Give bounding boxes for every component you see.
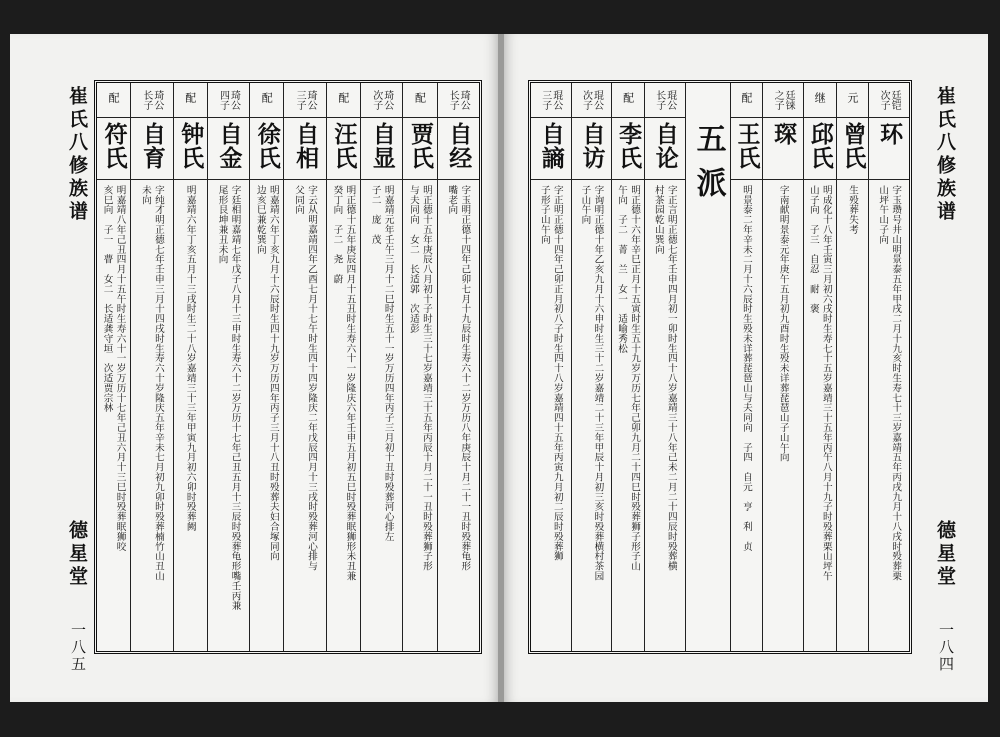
biography-line: 边亥巳兼乾巽向 <box>254 185 266 255</box>
biography-cell <box>208 180 249 651</box>
biography-line: 字玉明正德十四年己卯七月十九辰时生寿六十二岁万历八年庚辰十月二十一丑时殁葬龟形 <box>459 185 471 572</box>
person-name-cell <box>97 118 130 180</box>
person-name-cell <box>763 118 803 180</box>
biography-cell <box>763 180 803 651</box>
left-hall-name: 德星堂 <box>66 520 88 589</box>
relation-label: 廷铼 <box>783 90 795 110</box>
person-name: 汪氏 <box>330 122 358 170</box>
relation-label: 继 <box>813 91 827 109</box>
person-name: 钟氏 <box>177 122 205 170</box>
relation-header <box>327 83 360 118</box>
person-name: 琛 <box>770 122 798 146</box>
biography-line: 山坪午山子向 <box>877 185 889 245</box>
relation-label: 元 <box>846 91 859 109</box>
relation-label: 琦公 <box>458 90 470 110</box>
biography-line: 父同向 <box>293 185 305 215</box>
person-name-cell <box>645 118 685 180</box>
biography-cell <box>731 180 763 651</box>
person-name: 自育 <box>138 122 166 170</box>
biography-line: 字正明正德十四年己卯正月初八子时生四十八岁嘉靖四十五年丙寅九月初二辰时殁葬狮 <box>551 185 563 562</box>
person-name-cell <box>131 118 172 180</box>
relation-label: 配 <box>107 91 121 109</box>
biography-cell <box>284 180 325 651</box>
biography-line: 明正德十五年庚辰八月初十子时生三十七岁嘉靖三十五年丙辰十月二十一丑时殁葬狮子形 <box>420 185 432 572</box>
relation-header <box>531 83 571 118</box>
biography-line: 字询明正德十年乙亥九月十六申时生三十二岁嘉靖二十三年甲辰十月初三亥时殁葬横村茶园 <box>592 185 604 581</box>
relation-label: 配 <box>739 91 753 109</box>
biography-line: 子形子山午向 <box>538 185 550 245</box>
biography-line: 子山午向 <box>579 185 591 225</box>
genealogy-column <box>685 83 730 651</box>
relation-label: 配 <box>183 91 197 109</box>
genealogy-column <box>730 83 763 651</box>
genealogy-column <box>868 83 909 651</box>
relation-header <box>250 83 283 118</box>
relation-label: 三子 <box>294 90 306 110</box>
person-name-cell <box>174 118 207 180</box>
relation-label: 次子 <box>370 90 382 110</box>
genealogy-column <box>173 83 207 651</box>
right-hall-name: 德星堂 <box>934 520 956 589</box>
genealogy-column <box>437 83 479 651</box>
person-name: 徐氏 <box>253 122 281 170</box>
biography-cell <box>174 180 207 651</box>
relation-label: 次子 <box>580 90 592 110</box>
person-name-cell <box>208 118 249 180</box>
person-name-cell <box>284 118 325 180</box>
right-genealogy-table <box>528 80 912 654</box>
biography-cell <box>438 180 479 651</box>
biography-line: 字廷相明嘉靖七年戊子八月十三申时生寿六十二岁万历十七年己丑五月十三辰时殁葬龟形嘴壬丙兼 <box>229 185 241 611</box>
person-name: 李氏 <box>615 122 643 170</box>
person-name: 邱氏 <box>806 122 834 170</box>
biography-line: 生殁葬失考 <box>847 185 858 235</box>
biography-cell <box>250 180 283 651</box>
relation-label: 四子 <box>217 90 229 110</box>
genealogy-column <box>762 83 803 651</box>
biography-cell <box>361 180 402 651</box>
relation-label: 配 <box>260 91 274 109</box>
genealogy-column <box>402 83 436 651</box>
biography-line: 午向 子二 菁 兰 女一 适喻秀松 <box>616 185 628 354</box>
biography-line: 明成化十八年壬寅三月初六戌时生寿七十五岁嘉靖三十五年丙午八月十九子时殁葬栗山坪午 <box>820 185 832 581</box>
genealogy-column <box>803 83 836 651</box>
left-book-title: 崔氏八修族谱 <box>66 86 88 224</box>
person-name-cell <box>361 118 402 180</box>
person-name-cell <box>572 118 612 180</box>
biography-line: 子二 庞 茂 <box>369 185 381 245</box>
relation-header <box>284 83 325 118</box>
relation-label: 三子 <box>539 90 551 110</box>
biography-line: 字正言明正德七年壬申四月初一卯时生四十八岁嘉靖三十八年己未二月二十四辰时殁葬横 <box>665 185 677 572</box>
biography-line: 明嘉靖六年丁亥五月十三戌时生二十八岁嘉靖三十三年甲寅九月初六卯时殁葬阙 <box>184 185 196 532</box>
left-page <box>10 34 498 702</box>
relation-label: 廷铠 <box>889 90 901 110</box>
biography-cell <box>97 180 130 651</box>
person-name: 曾氏 <box>839 122 867 170</box>
person-name: 自相 <box>292 122 320 170</box>
person-name: 自访 <box>578 122 606 170</box>
biography-line: 字纯才明正德七年壬申三月十四戌时生寿六十岁隆庆五年辛未七月初九卯时殁葬楠竹山丑山 <box>152 185 164 581</box>
relation-header <box>837 83 869 118</box>
relation-header <box>403 83 436 118</box>
relation-label: 琦公 <box>305 90 317 110</box>
biography-line: 尾形艮坤兼丑未向 <box>216 185 228 265</box>
relation-label: 琨公 <box>550 90 562 110</box>
biography-line: 亥巳向 子一 瞢 女二 长适龚守垣 次适贾宗林 <box>101 185 113 413</box>
biography-line: 癸丁向 子二 尧 蔚 <box>331 185 343 284</box>
biography-cell <box>327 180 360 651</box>
person-name-cell <box>804 118 836 180</box>
relation-label: 之子 <box>772 90 784 110</box>
genealogy-column <box>836 83 869 651</box>
right-page-number: 一八四 <box>937 622 955 673</box>
genealogy-column <box>283 83 325 651</box>
relation-header <box>869 83 909 118</box>
person-name: 自论 <box>651 122 679 170</box>
relation-label: 琦公 <box>228 90 240 110</box>
relation-label: 长子 <box>447 90 459 110</box>
relation-label: 琨公 <box>591 90 603 110</box>
person-name: 符氏 <box>100 122 128 170</box>
relation-label: 次子 <box>878 90 890 110</box>
biography-line: 村茶园乾山巽向 <box>652 185 664 255</box>
person-name: 自经 <box>445 122 473 170</box>
relation-header <box>208 83 249 118</box>
relation-label: 配 <box>336 91 350 109</box>
biography-line: 山子向 子三 自忍 耐 褒 <box>807 185 819 314</box>
biography-line: 字云从明嘉靖四年乙酉七月十七午时生四十四岁隆庆二年戊辰四月十三戌时殁葬河心排与 <box>306 185 318 572</box>
person-name: 环 <box>876 122 904 146</box>
biography-line: 明嘉靖六年丁亥九月十六辰时生四十九岁万历四年丙子三月十八丑时殁葬夫妇合塚同向 <box>267 185 279 562</box>
genealogy-column <box>130 83 172 651</box>
relation-header <box>804 83 836 118</box>
person-name: 自金 <box>215 122 243 170</box>
relation-header <box>174 83 207 118</box>
biography-line: 明正德十六年辛巳正月十五寅时生五十九岁万历七年己卯九月二十四巳时殁葬狮子形子山 <box>629 185 641 572</box>
biography-cell <box>131 180 172 651</box>
genealogy-column <box>360 83 402 651</box>
relation-label: 琦公 <box>151 90 163 110</box>
right-book-title: 崔氏八修族谱 <box>934 86 956 224</box>
person-name-cell <box>250 118 283 180</box>
person-name-cell <box>531 118 571 180</box>
person-name: 自謪 <box>537 122 565 170</box>
biography-cell <box>531 180 571 651</box>
relation-label: 配 <box>413 91 427 109</box>
genealogy-column <box>249 83 283 651</box>
relation-label: 琨公 <box>664 90 676 110</box>
person-name: 王氏 <box>733 122 761 170</box>
book-spread <box>10 34 988 702</box>
genealogy-column <box>97 83 130 651</box>
biography-cell <box>869 180 909 651</box>
person-name-cell <box>403 118 436 180</box>
relation-header <box>645 83 685 118</box>
right-page <box>504 34 988 702</box>
biography-cell <box>645 180 685 651</box>
person-name-cell <box>438 118 479 180</box>
biography-cell <box>572 180 612 651</box>
person-name-cell <box>837 118 869 180</box>
person-name: 贾氏 <box>406 122 434 170</box>
relation-label: 长子 <box>140 90 152 110</box>
biography-cell <box>804 180 836 651</box>
biography-line: 明景泰二年辛未二月十六辰时生殁未详葬琵琶山与夫同向 子四 自元 亨 利 贞 <box>740 185 752 552</box>
section-title: 五派 <box>690 123 726 211</box>
biography-line: 与夫同向 女二 长适郭 次适彭 <box>407 185 419 334</box>
biography-line: 未向 <box>139 185 151 205</box>
relation-header <box>131 83 172 118</box>
genealogy-column <box>531 83 571 651</box>
genealogy-column <box>207 83 249 651</box>
person-name-cell <box>731 118 763 180</box>
relation-header <box>612 83 644 118</box>
relation-header <box>438 83 479 118</box>
biography-line: 明正德十五年庚辰四月十五丑时生寿六十一岁隆庆六年壬申五月初五巳时殁葬眠狮形未丑兼 <box>344 185 356 581</box>
genealogy-column <box>571 83 612 651</box>
genealogy-column <box>611 83 644 651</box>
biography-line: 嘴老向 <box>446 185 458 215</box>
biography-cell <box>837 180 869 651</box>
relation-label: 配 <box>621 91 635 109</box>
relation-header <box>763 83 803 118</box>
person-name: 自显 <box>368 122 396 170</box>
relation-header <box>731 83 763 118</box>
relation-header <box>572 83 612 118</box>
person-name-cell <box>327 118 360 180</box>
relation-header <box>361 83 402 118</box>
biography-line: 字玉瓒号井山明景泰五年甲戌二月十九亥时生寿七十三岁嘉靖五年丙戌九月十八戌时殁葬栗 <box>890 185 902 581</box>
relation-header <box>97 83 130 118</box>
biography-line: 字南献明景泰元年庚午五月初九酉时生殁未详葬琵琶山子山午向 <box>777 185 789 463</box>
biography-line: 明嘉靖八年己丑四月十五午时生寿六十一岁万历十七年己丑六月十三巳时殁葬眠狮咬 <box>114 185 126 552</box>
left-page-number: 一八五 <box>69 622 87 673</box>
biography-cell <box>403 180 436 651</box>
biography-cell <box>612 180 644 651</box>
person-name-cell <box>612 118 644 180</box>
relation-label: 琦公 <box>381 90 393 110</box>
genealogy-column <box>326 83 360 651</box>
biography-line: 明嘉靖元年壬午三月十二巳时生五十一岁万历四年丙子三月初十丑时殁葬河心排左 <box>382 185 394 542</box>
left-genealogy-table <box>94 80 482 654</box>
relation-label: 长子 <box>653 90 665 110</box>
person-name-cell <box>869 118 909 180</box>
genealogy-column <box>644 83 685 651</box>
